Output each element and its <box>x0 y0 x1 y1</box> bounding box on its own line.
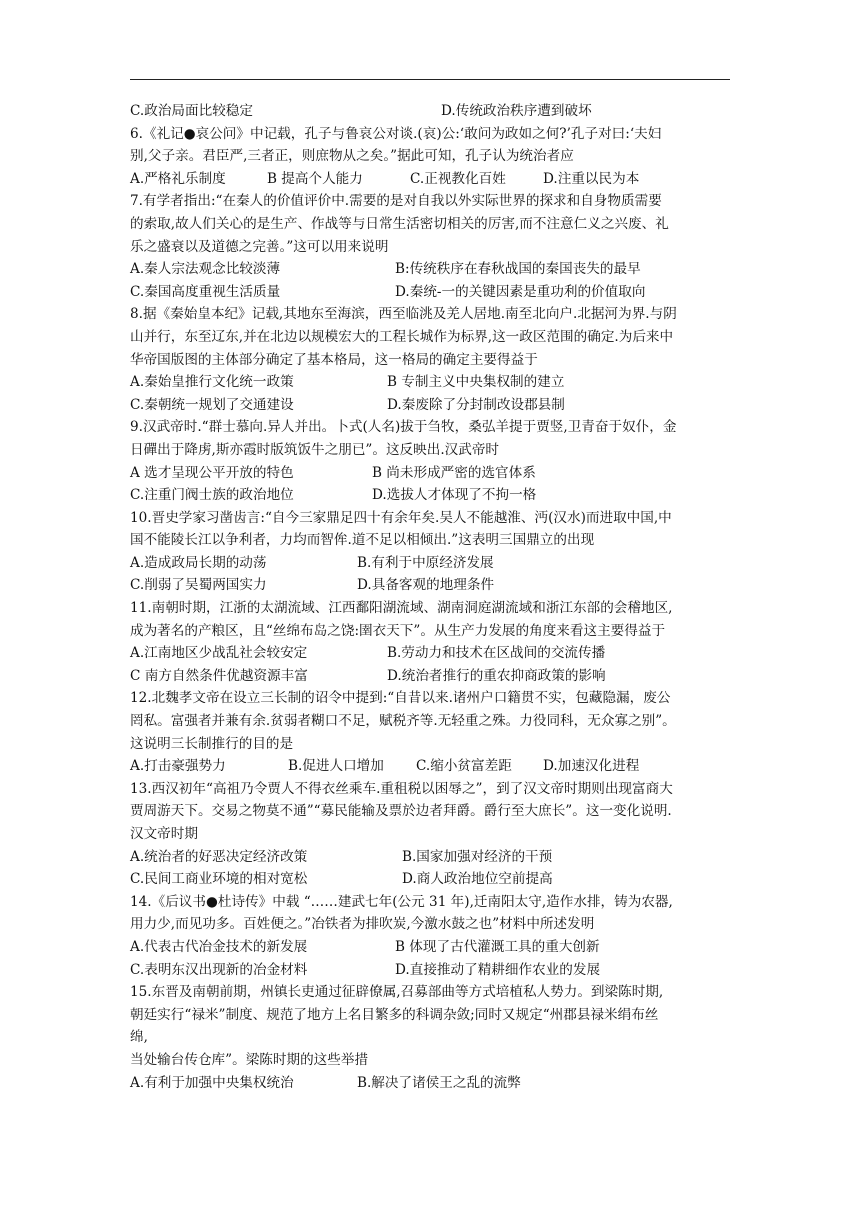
question-text-line: 乐之盛衰以及道德之完善。”这可以用来说明 <box>130 238 389 255</box>
answer-option: D.统治者推行的重农抑商政策的影响 <box>387 667 606 684</box>
answer-option: B.促进人口增加 <box>288 758 384 775</box>
answer-options-row <box>130 394 730 417</box>
question-text-line: 这说明三长制推行的目的是 <box>130 735 294 752</box>
question-text-line: 7.有学者指出:“在秦人的价值评价中.需要的是对自我以外实际世界的探求和自身物质需要 <box>130 193 662 210</box>
question-text-line: 14.《后议书●杜诗传》中载 “……建武七年(公元 31 年),迁南阳太守,造作水排，铸为农器, <box>130 893 673 910</box>
answer-option: D.秦统-一的关键因素是重功利的价值取向 <box>395 283 646 300</box>
answer-option: A.代表古代冶金技术的新发展 <box>130 938 308 955</box>
question-text-line: 别,父子亲。君臣严,三者正，则庶物从之矣。”据此可知，孔子认为统治者应 <box>130 148 574 165</box>
answer-option: A.有利于加强中央集权统治 <box>130 1074 294 1091</box>
header-rule <box>130 79 730 80</box>
answer-option: C.削弱了吴蜀两国实力 <box>130 577 267 594</box>
answer-options-row <box>130 258 730 281</box>
question-content <box>130 100 730 1094</box>
answer-option: D.秦废除了分封制改设郡县制 <box>387 396 565 413</box>
answer-option: C.正视教化百姓 <box>410 170 506 187</box>
question-text-line: 绵, <box>130 1029 148 1046</box>
answer-option: C.民间工商业环境的相对宽松 <box>130 871 308 888</box>
question-text-line: 13.西汉初年“高祖乃令贾人不得衣丝乘车.重租税以困辱之”，到了汉文帝时期则出现富商大 <box>130 780 673 797</box>
answer-option: A.打击豪强势力 <box>130 758 226 775</box>
answer-options-row <box>130 665 730 688</box>
question-text-line: 山并行，东至辽东,并在北边以规模宏大的工程长城作为标界,这一政区范围的确定.为后来中 <box>130 328 674 345</box>
question-text-line: 当处输台传仓库”。梁陈时期的这些举措 <box>130 1051 369 1068</box>
answer-option: B.解决了诸侯王之乱的流弊 <box>357 1074 521 1091</box>
question-text-line: 12.北魏孝文帝在设立三长制的诏令中提到:“自昔以来.诸州户口籍贯不实，包藏隐漏，废公 <box>130 690 671 707</box>
answer-options-row <box>130 371 730 394</box>
question-text-line: 9.汉武帝时.“群士慕向.异人并出。卜式(人名)拔于刍牧，桑弘羊提于贾竖,卫青奋于奴仆，金 <box>130 419 677 436</box>
question-text-line: 成为著名的产粮区，且“丝绵布岛之饶:圉衣天下”。从生产力发展的角度来看这主要得益于 <box>130 622 666 639</box>
question-text-line: 的索取,故人们关心的是生产、作战等与日常生活密切相关的厉害,而不注意仁义之兴废、礼 <box>130 215 669 232</box>
answer-option: D.加速汉化进程 <box>543 758 640 775</box>
answer-options-row <box>130 462 730 485</box>
answer-option: B.有利于中原经济发展 <box>357 554 494 571</box>
answer-options-row <box>130 484 730 507</box>
answer-options-row <box>130 642 730 665</box>
answer-option: A.江南地区少战乱社会较安定 <box>130 645 308 662</box>
question-text-line: 11.南朝时期，江浙的太湖流域、江西鄱阳湖流域、湖南洞庭湖流域和浙江东部的会稽地区, <box>130 600 673 617</box>
answer-options-row <box>130 868 730 891</box>
answer-option: A.严格礼乐制度 <box>130 170 226 187</box>
answer-option: C.秦国高度重视生活质量 <box>130 283 281 300</box>
answer-options-row <box>130 755 730 778</box>
question-text-line: 贾周游天下。交易之物莫不通”“募民能输及票於边者拜爵。爵行至大庶长”。这一变化说明. <box>130 803 672 820</box>
question-text-line: 华帝国版图的主体部分确定了基本格局，这一格局的确定主要得益于 <box>130 351 538 368</box>
answer-option: D.选拔人才体现了不拘一格 <box>372 487 537 504</box>
answer-option: B 体现了古代灌溉工具的重大创新 <box>395 938 600 955</box>
question-text-line: 10.晋史学家习凿齿言:“自今三家鼎足四十有余年矣.吴人不能越淮、沔(汉水)而进取中国,中 <box>130 509 672 526</box>
answer-option: A 选才呈现公平开放的特色 <box>130 464 294 481</box>
answer-options-row <box>130 168 730 191</box>
answer-option: D.商人政治地位空前提高 <box>402 871 553 888</box>
question-text-line: 汉文帝时期 <box>130 826 198 842</box>
answer-options-row <box>130 936 730 959</box>
answer-options-row <box>130 846 730 869</box>
answer-options-row <box>130 574 730 597</box>
answer-option: A.秦人宗法观念比较淡薄 <box>130 261 281 278</box>
answer-option: D.传统政治秩序遭到破坏 <box>441 103 592 119</box>
question-text-line: 15.东晋及南朝前期，州镇长吏通过征辟僚属,召募部曲等方式培植私人势力。到梁陈时期, <box>130 984 664 1001</box>
answer-option: B.劳动力和技术在区战间的交流传播 <box>387 645 606 662</box>
question-text-line: 国不能陵长江以争利者，力均而智侔.道不足以相倾出.”这表明三国鼎立的出现 <box>130 532 595 549</box>
answer-options-row <box>130 281 730 304</box>
answer-option: A.秦始皇推行文化统一政策 <box>130 374 294 391</box>
answer-option: D.具备客观的地理条件 <box>357 577 495 594</box>
answer-option: A.统治者的好恶决定经济改策 <box>130 848 308 865</box>
answer-option: C 南方自然条件优越资源丰富 <box>130 667 308 684</box>
answer-option: B 提高个人能力 <box>267 170 363 187</box>
answer-options-row <box>130 959 730 982</box>
answer-options-row <box>130 100 730 123</box>
answer-option: B 尚未形成严密的选官体系 <box>372 464 536 481</box>
answer-option: B:传统秩序在春秋战国的秦国丧失的最早 <box>395 261 641 278</box>
answer-option: C.缩小贫富差距 <box>416 758 512 775</box>
answer-option: C.注重门阀士族的政治地位 <box>130 487 294 504</box>
answer-option: C.表明东汉出现新的冶金材料 <box>130 961 308 978</box>
answer-option: A.造成政局长期的动荡 <box>130 554 267 571</box>
question-text-line: 日磾出于降虏,斯亦霞时版筑饭牛之朋已”。这反映出.汉武帝时 <box>130 441 500 458</box>
question-text-line: 罔私。富强者并兼有余.贫弱者糊口不足，赋税齐等.无轻重之殊。力役同科，无众寡之别”。 <box>130 713 676 730</box>
question-text-line: 8.据《秦始皇本纪》记载,其地东至海滨，西至临洮及羌人居地.南至北向户.北据河为界.与阴 <box>130 306 677 323</box>
answer-option: B 专制主义中央集权制的建立 <box>387 374 565 391</box>
question-text-line: 朝廷实行“禄米”制度、规范了地方上名目繁多的科调杂敛;同时又规定“州郡县禄米绢布丝 <box>130 1006 659 1023</box>
answer-options-row <box>130 1072 730 1095</box>
question-text-line: 用力少,而见功多。百姓便之。”冶铁者为排吹炭,今激水鼓之也”材料中所述发明 <box>130 916 595 933</box>
answer-options-row <box>130 552 730 575</box>
answer-option: D.注重以民为本 <box>543 170 640 187</box>
question-text-line: 6.《礼记●哀公问》中记载，孔子与鲁哀公对谈.(哀)公:‘敢问为政如之何?’孔子对曰:‘夫妇 <box>130 125 662 142</box>
answer-option: D.直接推动了精耕细作农业的发展 <box>395 961 601 978</box>
answer-option: C.政治局面比较稳定 <box>130 103 253 119</box>
answer-option: C.秦朝统一规划了交通建设 <box>130 396 294 413</box>
answer-option: B.国家加强对经济的干预 <box>402 848 553 865</box>
